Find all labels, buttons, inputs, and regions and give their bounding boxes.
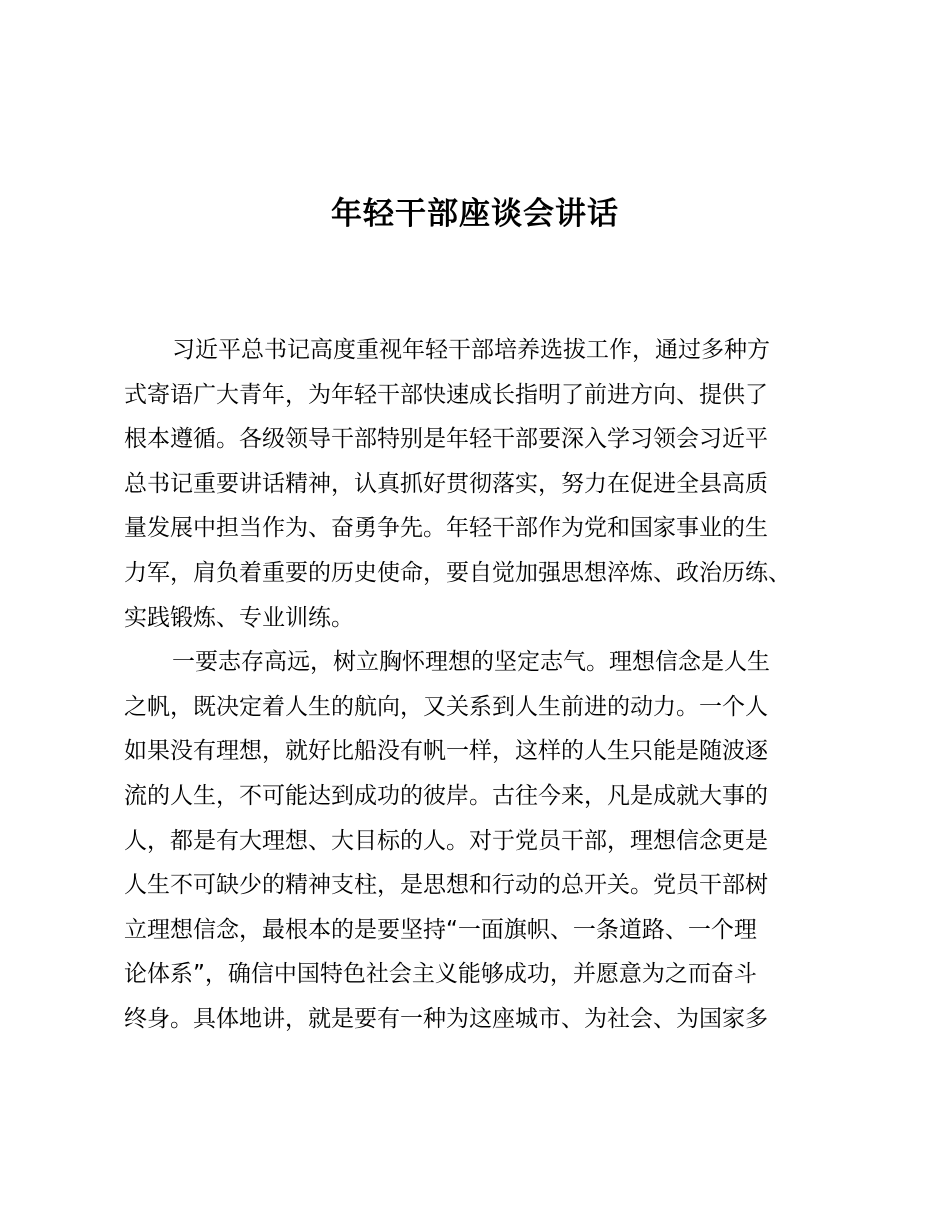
paragraph-line: 力军，肩负着重要的历史使命，要自觉加强思想淬炼、政治历练、 <box>124 559 791 586</box>
paragraph-line: 终身。具体地讲，就是要有一种为这座城市、为社会、为国家多 <box>124 1005 768 1032</box>
paragraph-line: 习近平总书记高度重视年轻干部培养选拔工作，通过多种方 <box>172 337 770 363</box>
paragraph-line: 一要志存高远，树立胸怀理想的坚定志气。理想信念是人生 <box>172 649 770 676</box>
paragraph-line: 根本遵循。各级领导干部特别是年轻干部要深入学习领会习近平 <box>124 426 768 453</box>
paragraph-line: 式寄语广大青年，为年轻干部快速成长指明了前进方向、提供了 <box>124 381 768 408</box>
paragraph-line: 量发展中担当作为、奋勇争先。年轻干部作为党和国家事业的生 <box>124 515 768 542</box>
document-title: 年轻干部座谈会讲话 <box>331 196 619 232</box>
paragraph-2 <box>124 640 844 1041</box>
paragraph-line: 人，都是有大理想、大目标的人。对于党员干部，理想信念更是 <box>124 827 768 854</box>
paragraph-line: 流的人生，不可能达到成功的彼岸。古往今来，凡是成就大事的 <box>124 782 768 809</box>
paragraph-line: 之帆，既决定着人生的航向，又关系到人生前进的动力。一个人 <box>124 693 768 720</box>
paragraph-line: 如果没有理想，就好比船没有帆一样，这样的人生只能是随波逐 <box>124 738 768 765</box>
paragraph-line: 立理想信念，最根本的是要坚持“一面旗帜、一条道路、一个理 <box>124 916 757 943</box>
document-body <box>124 328 844 1042</box>
paragraph-line: 论体系”，确信中国特色社会主义能够成功，并愿意为之而奋斗 <box>124 961 757 988</box>
paragraph-1 <box>124 328 844 640</box>
paragraph-line: 人生不可缺少的精神支柱，是思想和行动的总开关。党员干部树 <box>124 872 768 899</box>
paragraph-line: 总书记重要讲话精神，认真抓好贯彻落实，努力在促进全县高质 <box>124 470 768 497</box>
paragraph-line: 实践锻炼、专业训练。 <box>124 604 354 631</box>
